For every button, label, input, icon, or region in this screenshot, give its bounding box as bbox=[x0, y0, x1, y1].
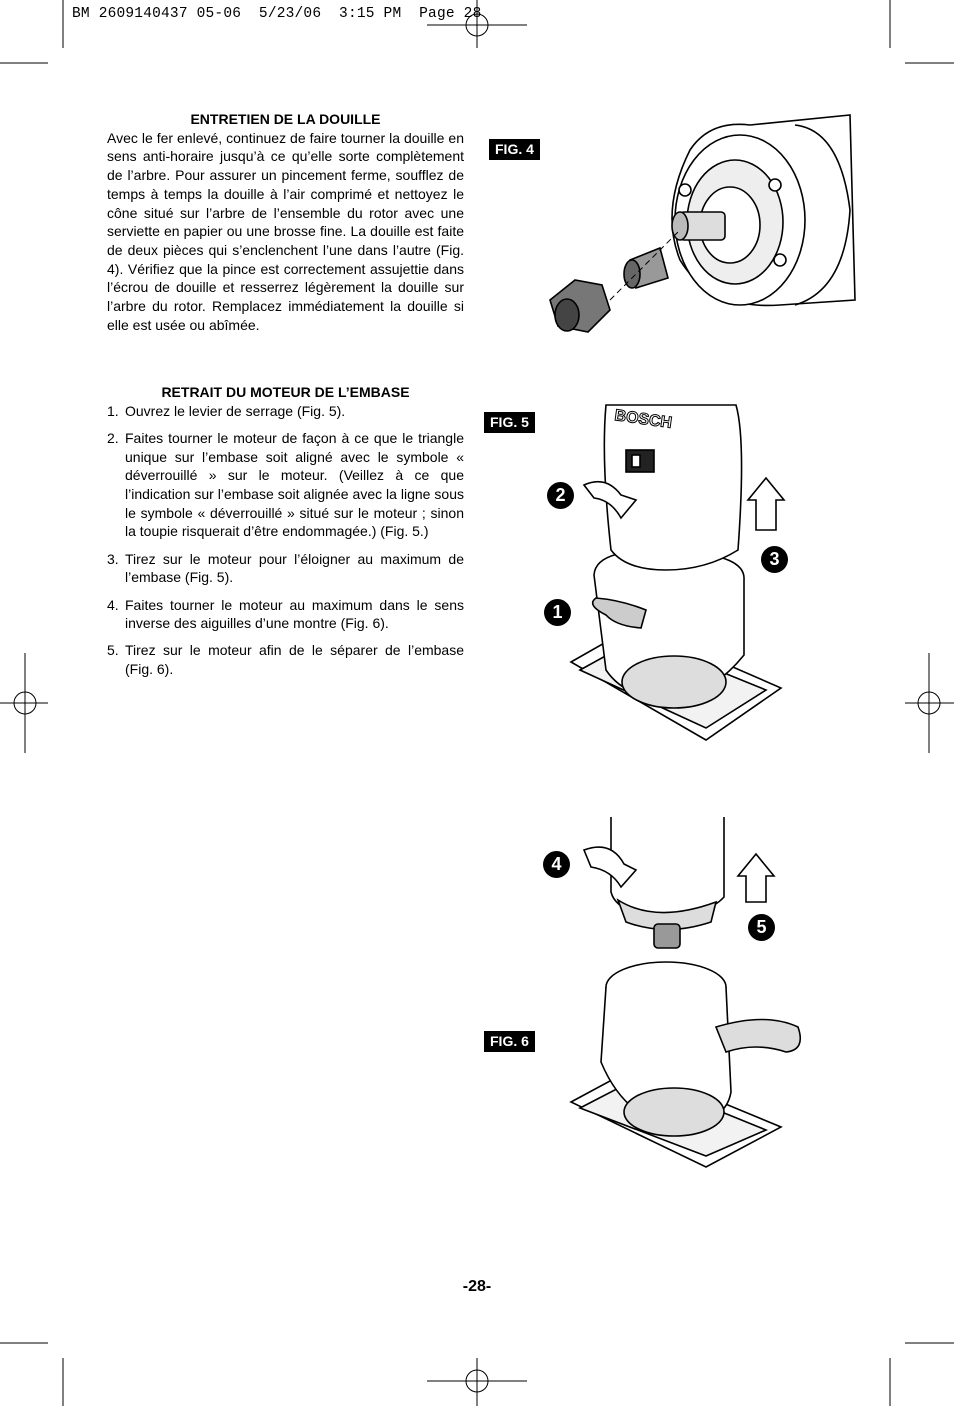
page-number: -28- bbox=[462, 1278, 492, 1295]
list-item: 5. Tirez sur le moteur afin de le séparer de l’embase (Fig. 6). bbox=[107, 642, 464, 678]
step-callout-3: 3 bbox=[761, 546, 788, 573]
brand-logo: BOSCH bbox=[613, 407, 674, 433]
section-collet-maintenance bbox=[107, 110, 464, 334]
fig4-label: FIG. 4 bbox=[489, 139, 540, 160]
removal-steps bbox=[107, 402, 464, 679]
section-body-collet: Avec le fer enlevé, continuez de faire tourner la douille en sens anti-horaire jusqu’à ce qu’elle sorte complètement de l’arbre. Pour assurer un pincement ferme, soufflez de temps à temps la douille à l’air comprimé et nettoyez le cône situé sur l’arbre de l’ensemble du rotor avec une serviette en papier ou une brosse fine. La douille est faite de deux pièces qui s’enclenchent l’une dans l’autre (Fig. 4). Vérifiez que la pince est correctement assujettie dans l’écrou de douille et resserrez légèrement la douille sur l’arbre du rotor. Remplacez immédiatement la douille si elle est usée ou abîmée. bbox=[107, 129, 464, 333]
list-item: 4. Faites tourner le moteur au maximum dans le sens inverse des aiguilles d’une montre (Fig. 6). bbox=[107, 596, 464, 632]
step-callout-4: 4 bbox=[543, 851, 570, 878]
step-callout-5: 5 bbox=[748, 914, 775, 941]
step-callout-2: 2 bbox=[547, 482, 574, 509]
list-item: 1. Ouvrez le levier de serrage (Fig. 5). bbox=[107, 402, 346, 419]
fig6-illustration bbox=[566, 812, 806, 1172]
fig5-illustration bbox=[566, 400, 796, 745]
fig6-label: FIG. 6 bbox=[484, 1031, 535, 1052]
list-item: 3. Tirez sur le moteur pour l’éloigner au maximum de l’embase (Fig. 5). bbox=[107, 550, 464, 586]
print-slug: BM 2609140437 05-06 5/23/06 3:15 PM Page 28 bbox=[72, 6, 482, 22]
fig4-illustration bbox=[540, 110, 860, 360]
list-item: 2. Faites tourner le moteur de façon à ce que le triangle unique sur l’embase soit aligné avec le symbole « déverrouillé » sur le moteur. (Veillez à ce que l’indication sur l’embase soit alignée avec la ligne sous le symbole « déverrouillé » situé sur le moteur ; sinon la toupie risquerait d’être endommagée.) (Fig. 5.) bbox=[107, 429, 464, 540]
fig5-label: FIG. 5 bbox=[484, 412, 535, 433]
section-title-removal: RETRAIT DU MOTEUR DE L’EMBASE bbox=[161, 384, 410, 400]
section-title-collet: ENTRETIEN DE LA DOUILLE bbox=[190, 111, 381, 127]
step-callout-1: 1 bbox=[544, 599, 571, 626]
section-motor-removal bbox=[107, 383, 464, 687]
